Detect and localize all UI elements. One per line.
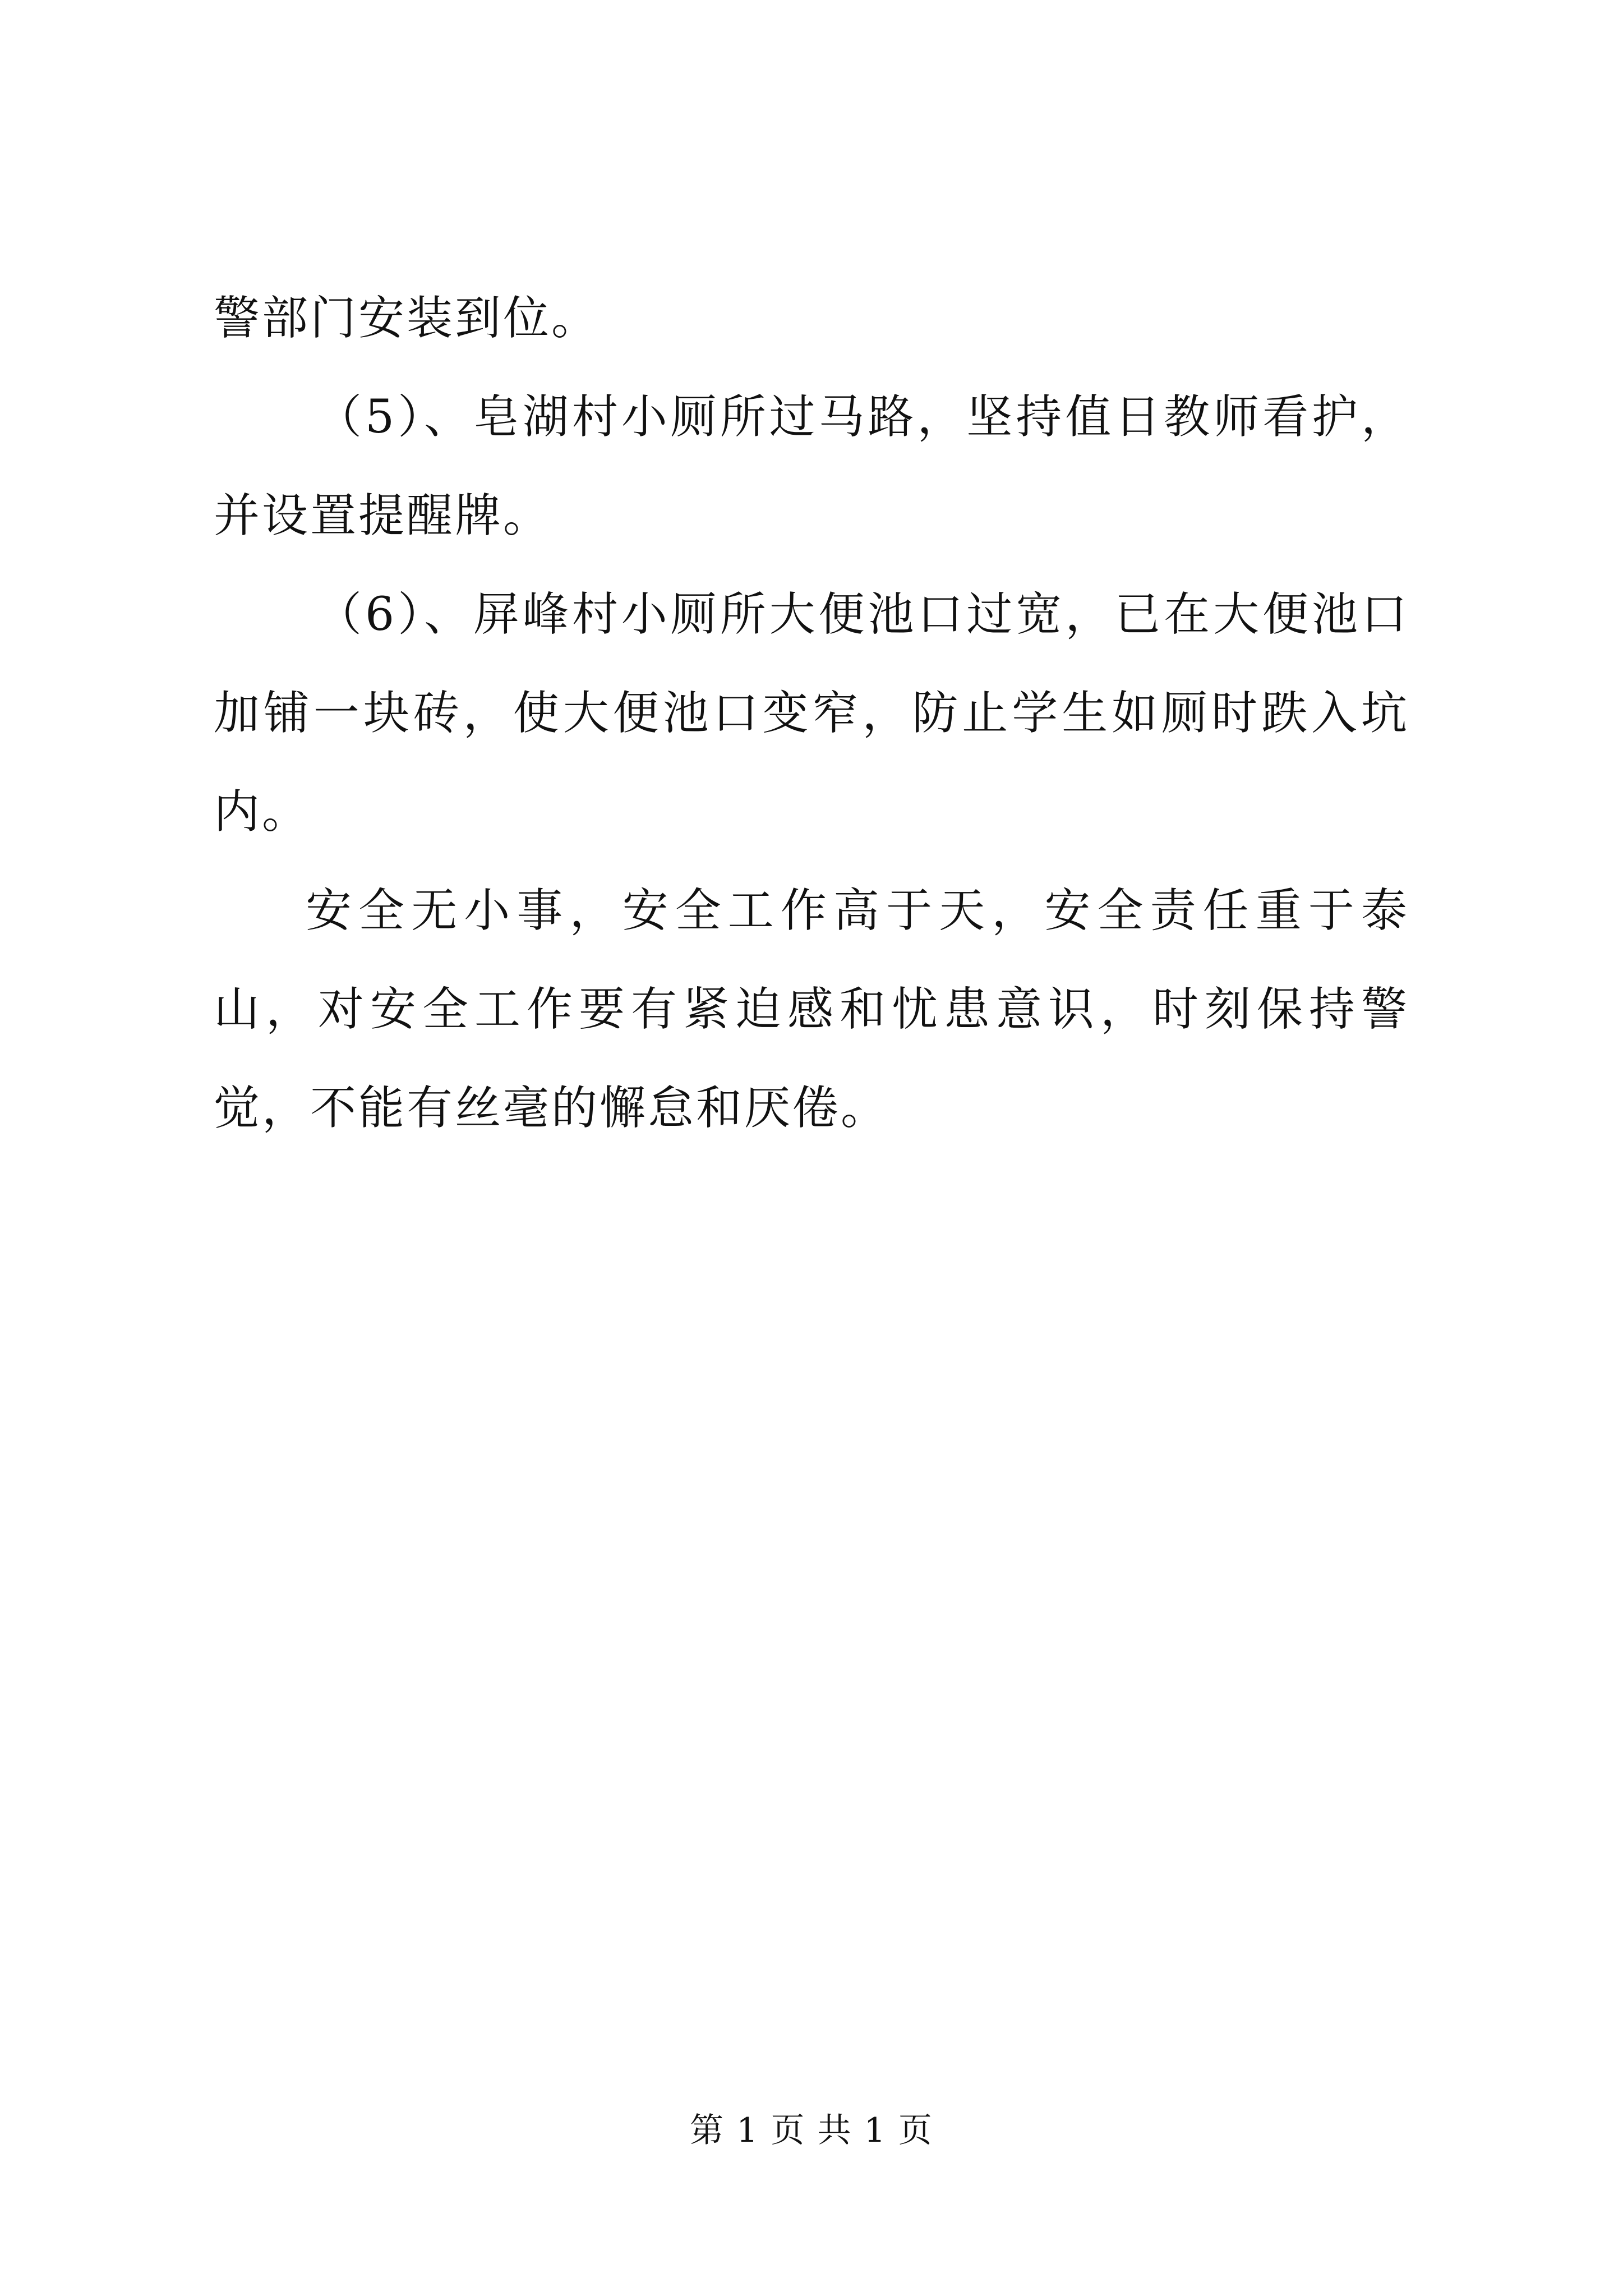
paragraph-continuation: 警部门安装到位。 xyxy=(214,292,600,345)
page-footer: 第 1 页 共 1 页 xyxy=(690,2111,933,2150)
paragraph-item-6: （6）、屏峰村小厕所大便池口过宽，已在大便池口加铺一块砖，使大便池口变窄，防止学生如厕时跌入坑内。 xyxy=(214,588,1409,839)
paragraph-conclusion: 安全无小事，安全工作高于天，安全责任重于泰山，对安全工作要有紧迫感和忧患意识，时刻保持警觉，不能有丝毫的懈怠和厌倦。 xyxy=(214,884,1409,1135)
document-body xyxy=(214,269,1409,1158)
paragraph-item-5: （5）、皂湖村小厕所过马路，坚持值日教师看护，并设置提醒牌。 xyxy=(214,390,1409,542)
